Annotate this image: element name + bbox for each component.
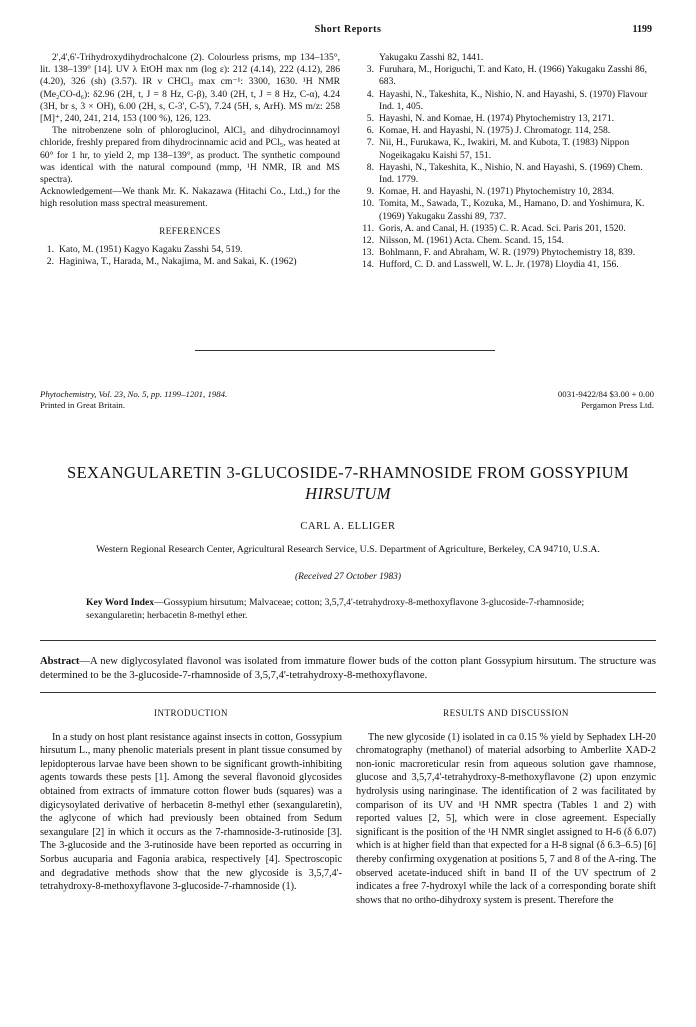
abstract [40, 655, 656, 682]
article-title [40, 462, 656, 504]
reference-text: Kato, M. (1951) Kagyo Kagaku Zasshi 54, 519. [59, 243, 243, 255]
reference-item [356, 113, 656, 125]
reference-text: Furuhara, M., Horiguchi, T. and Kato, H. (1966) Yakugaku Zasshi 86, 683. [379, 64, 647, 88]
title-line-1: SEXANGULARETIN 3-GLUCOSIDE-7-RHAMNOSIDE FROM GOSSYPIUM [67, 463, 629, 482]
compound-paragraph: 2',4',6'-Trihydroxydihydrochalcone (2). Colourless prisms, mp 134–135°, lit. 138–139° [14]. UV λ EtOH max nm (log ε): 212 (4.14), 222 (4.12), 286 (4.20), 326 (sh) (3.57). IR ν CHCl₃ max cm⁻¹: 3300, 1630. ¹H NMR (Me₂CO-d₆): δ2.96 (2H, t, J = 8 Hz, C-β), 3.40 (2H, t, J = 8 Hz, C-α), 4.24 (3H, br s, 3 × OH), 6.00 (2H, s, C-3', C-5'), 7.24 (5H, s, ArH). MS m/z: 258 [M]⁺, 240, 241, 214, 153 (100 %), 126, 123. [40, 52, 340, 125]
reference-number: 1. [46, 243, 54, 255]
reference-number: 8. [366, 161, 374, 173]
reference-text: Hayashi, N., Takeshita, K., Nishio, N. and Hayashi, S. (1970) Flavour Ind. 1, 405. [379, 88, 648, 112]
abstract-label: Abstract [40, 656, 80, 667]
key-word-index [86, 597, 610, 622]
synthesis-paragraph: The nitrobenzene soln of phloroglucinol, AlCl₃ and dihydrocinnamoyl chloride, freshly prepared from dihydrocinnamic acid and PCl₅, was heated at 60° for 1 hr, to yield 2, mp 138–139°, as product. The synthetic compound was identical with the natural compound (mmp, ¹H NMR, IR and MS spectra). [40, 125, 340, 186]
abstract-rule-top [40, 640, 656, 641]
abstract-rule-bottom [40, 692, 656, 693]
references-title: REFERENCES [159, 225, 221, 236]
reference-item [356, 89, 656, 113]
reference-number [356, 52, 379, 64]
reference-number: 2. [46, 256, 54, 268]
reference-text: Tomita, M., Sawada, T., Kozuka, M., Hamano, D. and Yoshimura, K. (1969) Yakugaku Zasshi 89, 737. [379, 198, 645, 222]
reference-text: Hayashi, N. and Komae, H. (1974) Phytochemistry 13, 2171. [379, 113, 615, 125]
reference-number: 9. [366, 186, 374, 198]
reference-number: 5. [366, 113, 374, 125]
reference-text: Haginiwa, T., Harada, M., Nakajima, M. and Sakai, K. (1962) [59, 256, 297, 268]
author: CARL A. ELLIGER [300, 521, 396, 532]
reference-number: 14. [362, 259, 374, 271]
reference-number: 12. [362, 235, 374, 247]
reference-text: Komae, H. and Hayashi, N. (1975) J. Chromatogr. 114, 258. [379, 125, 611, 137]
reference-item [356, 64, 656, 88]
reference-number: 7. [366, 137, 374, 149]
reference-text: Hufford, C. D. and Lasswell, W. L. Jr. (1978) Lloydia 41, 156. [379, 259, 619, 271]
reference-number: 6. [366, 125, 374, 137]
reference-number: 11. [362, 222, 374, 234]
reference-number: 3. [366, 64, 374, 76]
page-number: 1199 [632, 24, 652, 35]
reference-item [40, 256, 340, 268]
journal-info [40, 389, 227, 411]
introduction-section [40, 707, 342, 894]
reference-text: Yakugaku Zasshi 82, 1441. [379, 52, 484, 63]
acknowledgement: Acknowledgement—We thank Mr. K. Nakazawa (Hitachi Co., Ltd.,) for the high resolution mass spectral measurement. [40, 186, 340, 210]
prev-article-right-column [356, 52, 656, 272]
reference-item [356, 52, 656, 64]
reference-text: Bohlmann, F. and Abraham, W. R. (1979) Phytochemistry 18, 839. [379, 247, 636, 259]
article-separator [195, 350, 495, 351]
received-date: (Received 27 October 1983) [295, 572, 401, 582]
reference-number: 4. [366, 88, 374, 100]
reference-item [356, 247, 656, 259]
reference-item [356, 259, 656, 271]
reference-item [356, 235, 656, 247]
reference-text: Hayashi, N., Takeshita, K., Nishio, N. and Hayashi, S. (1969) Chem. Ind. 1779. [379, 161, 643, 186]
affiliation: Western Regional Research Center, Agricultural Research Service, U.S. Department of Agriculture, Berkeley, CA 94710, U.S.A. [96, 544, 600, 555]
reference-text: Goris, A. and Canal, H. (1935) C. R. Acad. Sci. Paris 201, 1520. [379, 222, 626, 234]
reference-text: Nii, H., Furukawa, K., Iwakiri, M. and Kubota, T. (1983) Nippon Nogeikagaku Kaishi 57, 151. [379, 137, 630, 161]
reference-item [356, 223, 656, 235]
issn-info [558, 389, 654, 411]
running-head: Short Reports [314, 24, 382, 35]
reference-text: Nilsson, M. (1961) Acta. Chem. Scand. 15, 154. [379, 235, 564, 247]
reference-item [356, 162, 656, 186]
journal-citation: Phytochemistry, Vol. 23, No. 5, pp. 1199–1201, 1984. [40, 389, 228, 399]
issn-price: 0031-9422/84 $3.00 + 0.00 [557, 389, 654, 399]
publisher: Pergamon Press Ltd. [581, 400, 654, 410]
results-title: RESULTS AND DISCUSSION [443, 708, 569, 718]
reference-item [40, 244, 340, 256]
prev-article-left-column [40, 52, 340, 268]
reference-item [356, 125, 656, 137]
title-line-2: HIRSUTUM [305, 484, 391, 503]
key-word-label: Key Word Index [86, 597, 155, 608]
printed-in: Printed in Great Britain. [40, 400, 126, 410]
reference-item [356, 137, 656, 161]
reference-number: 13. [362, 247, 374, 259]
introduction-text: In a study on host plant resistance against insects in cotton, Gossypium hirsutum L., many phenolic materials present in plant tissue consumed by lepidopterous larvae have been shown to be significant growth-inhibiting agents towards these pests [1]. Among the several flavonoid glycosides obtained from extracts of immature cotton flower buds (squares) was a digicysoylated derivative of herbacetin 8-methyl ether (sexangularetin), the aglycone of which had previously been obtained from Sedum sexangulare [2] in which it occurs as the 7-rhamnoside-3-rutinoside [3]. The 3-glucoside and the 3-rutinoside have been reported as occurring in Sorbus aucuparia and Fagonia arabica, respectively [4]. Spectroscopic and degradative methods show that the new glycoside is 3,5,7,4'-tetrahydroxy-8-methoxyflavone 3-glucoside-7-rhamnoside (1). [40, 731, 342, 893]
results-section [356, 707, 656, 907]
results-text: The new glycoside (1) isolated in ca 0.15 % yield by Sephadex LH-20 chromatography (methanol) of material adsorbing to Amberlite XAD-2 non-ionic macroreticular resin from aqueous solution gave rhamnose, glucose and 3,5,7,4'-tetrahydroxy-8-methoxyflavone (2) upon enzymic hydrolysis using naringinase. The identification of 2 was facilitated by comparison of its UV and ¹H NMR spectra (Tables 1 and 2) with reported values [2, 5], which were in close agreement. Especially significant is the position of the ¹H NMR singlet assigned to H-6 (δ 6.07) which is at higher field than that expected for a H-8 signal (δ 6.3–6.5) [6] thereby confirming oxygenation at positions 5, 7 and 8 of the A-ring. The observed acetate-induced shift in band II of the UV spectrum of 2 indicates a free 7-hydroxyl while the lack of a corresponding borate shift shows that no ortho-dihydroxy system is present. Therefore the [356, 731, 656, 906]
reference-item [356, 186, 656, 198]
page-header [40, 24, 656, 40]
introduction-title: INTRODUCTION [154, 708, 228, 718]
reference-text: Komae, H. and Hayashi, N. (1971) Phytochemistry 10, 2834. [379, 186, 615, 198]
key-words: —Gossypium hirsutum; Malvaceae; cotton; 3,5,7,4'-tetrahydroxy-8-methoxyflavone 3-glucoside-7-rhamnoside; sexangularetin; herbacetin 8-methyl ether. [86, 597, 585, 621]
reference-item [356, 198, 656, 222]
reference-number: 10. [362, 198, 374, 210]
abstract-text: —A new diglycosylated flavonol was isolated from immature flower buds of the cotton plant Gossypium hirsutum. The structure was determined to be the 3-glucoside-7-rhamnoside of 3,5,7,4'-tetrahydroxy-8-methoxyflavone. [40, 656, 656, 681]
